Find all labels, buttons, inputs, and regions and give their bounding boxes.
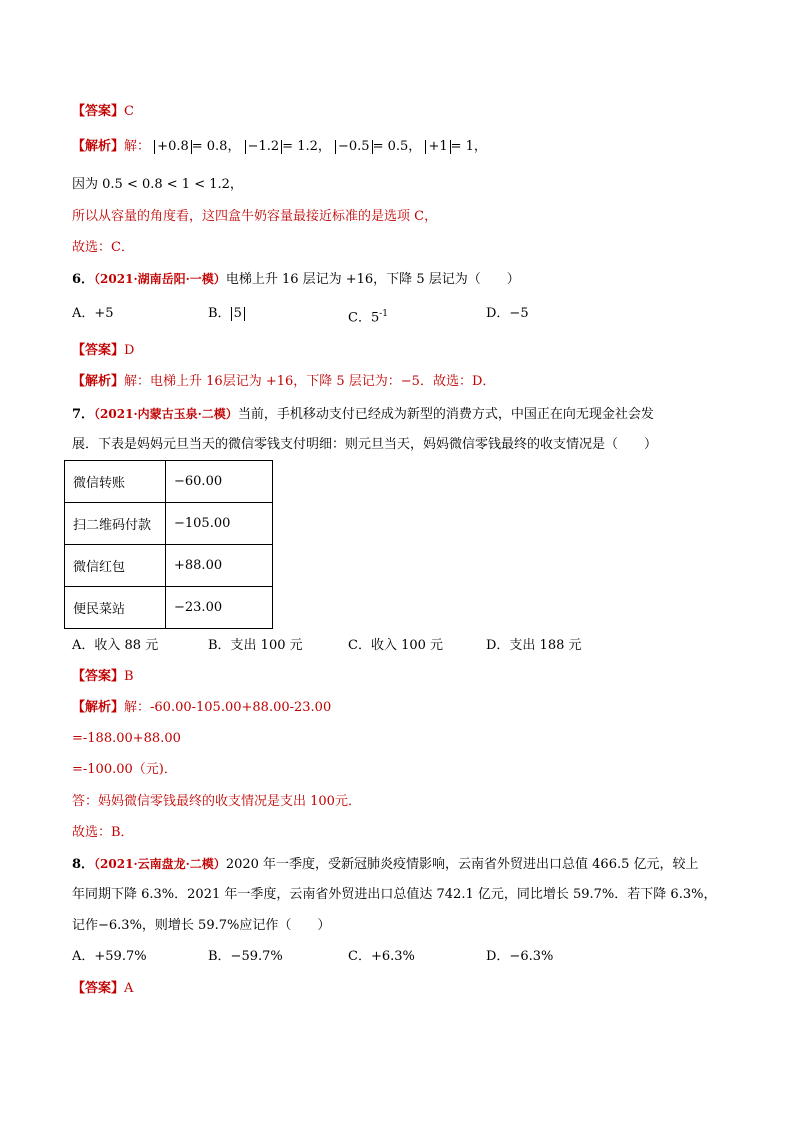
- question-8-stem: [72, 854, 699, 875]
- table-cell-item: 微信红包: [65, 545, 166, 587]
- option-a: A．+5: [72, 306, 114, 321]
- option-c: C．+6.3%: [348, 949, 415, 964]
- table-cell-item: 微信转账: [65, 461, 166, 503]
- abs-value: +0.8: [154, 140, 192, 154]
- analysis-text: 故选：B．: [72, 825, 134, 840]
- table-cell-item: 扫二维码付款: [65, 503, 166, 545]
- table-row: [65, 503, 273, 545]
- option-b: B．支出 100 元: [208, 638, 303, 653]
- abs-result: = 1，: [450, 139, 487, 154]
- option-a: A．+59.7%: [72, 949, 147, 964]
- table-row: [65, 587, 273, 629]
- analysis-text: 故选：C．: [72, 240, 134, 255]
- answer-tag: 【答案】: [72, 104, 125, 119]
- question-text: 2020 年一季度，受新冠肺炎疫情影响，云南省外贸进出口总值 466.5 亿元，较上: [225, 857, 699, 872]
- table-cell-amount: +88.00: [166, 545, 273, 587]
- question-7-stem: [72, 404, 654, 425]
- analysis-text: 因为 0.5 < 0.8 < 1 < 1.2，: [72, 177, 243, 192]
- option-d: D．支出 188 元: [486, 638, 582, 653]
- table-row: [65, 461, 273, 503]
- answer-tag: 【答案】: [72, 669, 125, 684]
- question-text: 当前，手机移动支付已经成为新型的消费方式，中国正在向无现金社会发: [237, 407, 654, 422]
- question-text: 电梯上升 16 层记为 +16，下降 5 层记为（ ）: [225, 272, 520, 287]
- analysis-text: 所以从容量的角度看，这四盒牛奶容量最接近标准的是选项 C，: [72, 209, 438, 224]
- analysis-text: 解：电梯上升 16层记为 +16，下降 5 层记为：−5．故选：D．: [124, 374, 496, 389]
- payment-table: [64, 460, 273, 629]
- answer-line: [72, 341, 134, 361]
- abs-value: +1: [425, 140, 450, 154]
- analysis-text: 答：妈妈微信零钱最终的收支情况是支出 100元．: [72, 794, 361, 809]
- abs-result: = 0.8，: [191, 139, 241, 154]
- answer-value: A: [124, 981, 134, 996]
- answer-value: C: [124, 104, 134, 119]
- analysis-tag: 【解析】: [72, 700, 125, 715]
- table-cell-amount: −105.00: [166, 503, 273, 545]
- answer-value: B: [124, 669, 134, 684]
- option-b: [208, 304, 245, 324]
- abs-result: = 1.2，: [282, 139, 331, 154]
- abs-result: = 0.5，: [372, 139, 422, 154]
- option-d: D．−6.3%: [486, 949, 554, 964]
- answer-tag: 【答案】: [72, 343, 125, 358]
- answer-line: [72, 979, 133, 999]
- question-text: 年同期下降 6.3%．2021 年一季度，云南省外贸进出口总值达 742.1 亿元，同比增长 59.7%．若下降 6.3%，: [72, 887, 717, 902]
- answer-line: [72, 667, 134, 687]
- table-cell-amount: −23.00: [166, 587, 273, 629]
- answer-tag: 【答案】: [72, 981, 125, 996]
- analysis-line: [72, 137, 487, 157]
- option-c: [348, 304, 388, 328]
- analysis-lead: 解：: [124, 139, 151, 154]
- question-number: 7．: [72, 407, 95, 422]
- analysis-text: 解：-60.00-105.00+88.00-23.00: [124, 700, 332, 715]
- analysis-text: =-188.00+88.00: [72, 731, 181, 746]
- abs-value: 5: [231, 307, 245, 321]
- question-text: 展．下表是妈妈元旦当天的微信零钱支付明细：则元旦当天，妈妈微信零钱最终的收支情况是（ ）: [72, 437, 658, 452]
- table-row: [65, 545, 273, 587]
- question-number: 8．: [72, 857, 95, 872]
- question-text: 记作−6.3%，则增长 59.7%应记作（ ）: [72, 918, 331, 933]
- option-c: C．收入 100 元: [348, 638, 444, 653]
- option-b: B．−59.7%: [208, 949, 283, 964]
- answer-value: D: [124, 343, 135, 358]
- option-label: C．5: [348, 310, 380, 326]
- option-a: A．收入 88 元: [72, 638, 159, 653]
- table-cell-item: 便民菜站: [65, 587, 166, 629]
- exponent: -1: [379, 309, 388, 319]
- analysis-tag: 【解析】: [72, 139, 125, 154]
- question-source: （2021·湖南岳阳·一模）: [94, 272, 226, 286]
- option-label: B．: [208, 306, 231, 321]
- analysis-line: [72, 698, 331, 718]
- answer-line: [72, 102, 134, 122]
- question-source: （2021·内蒙古玉泉·二模）: [94, 407, 238, 421]
- option-d: D．−5: [486, 306, 529, 321]
- abs-value: −0.5: [335, 140, 373, 154]
- question-6-stem: [72, 269, 520, 290]
- question-number: 6．: [72, 272, 95, 287]
- analysis-text: =-100.00（元)．: [72, 762, 177, 777]
- abs-value: −1.2: [245, 140, 283, 154]
- question-source: （2021·云南盘龙·二模）: [94, 857, 226, 871]
- table-cell-amount: −60.00: [166, 461, 273, 503]
- analysis-tag: 【解析】: [72, 374, 125, 389]
- analysis-line: [72, 372, 495, 392]
